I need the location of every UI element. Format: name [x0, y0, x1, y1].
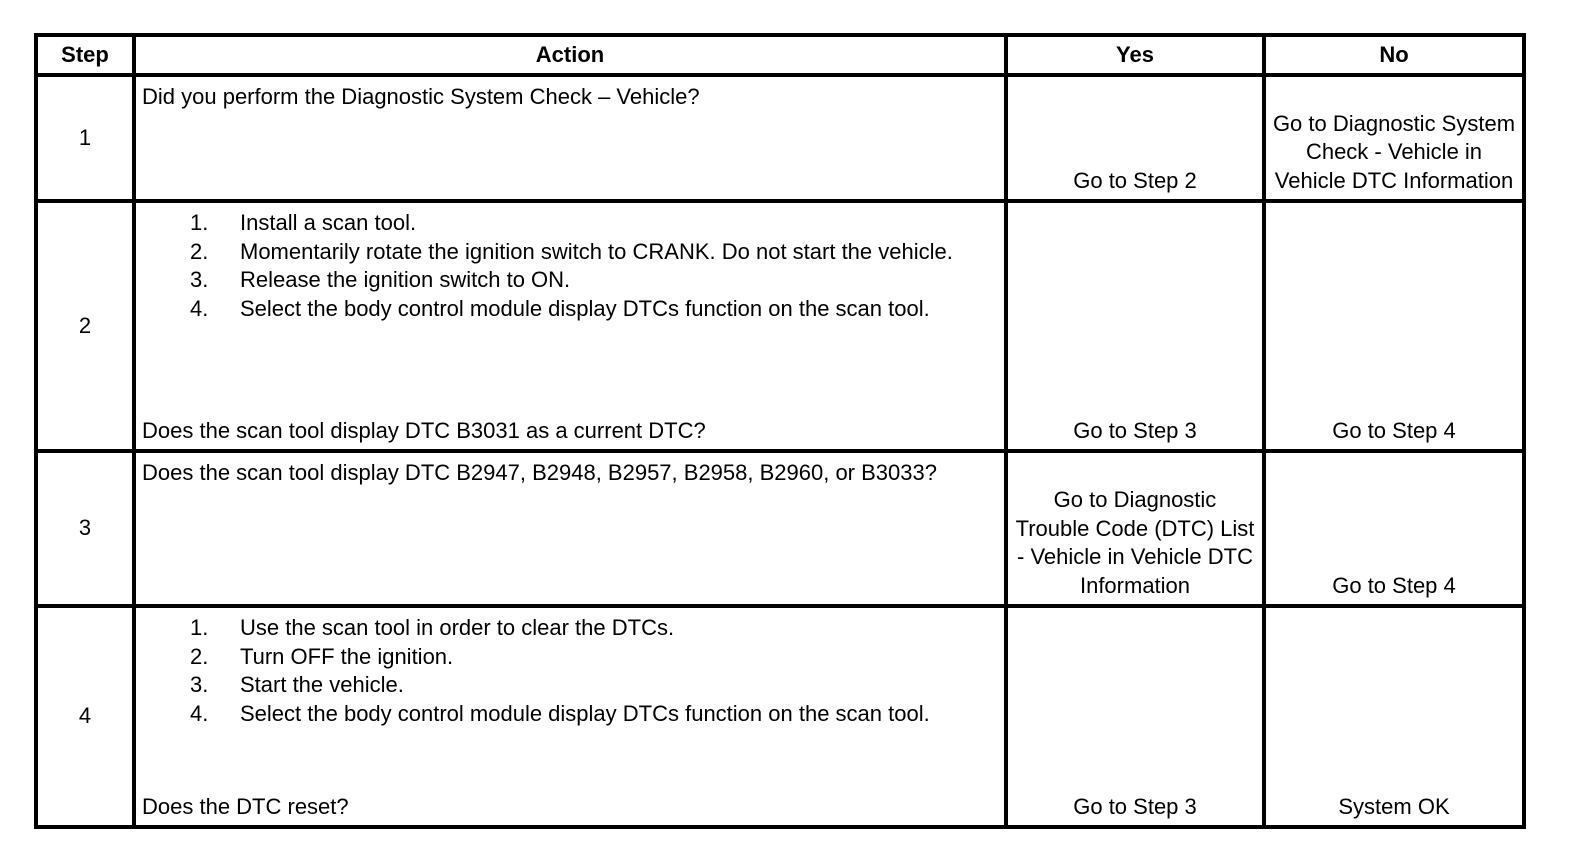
- list-item-number: 2.: [190, 643, 209, 669]
- list-item: [190, 700, 998, 729]
- no-outcome: Go to Diagnostic System Check - Vehicle in Vehicle DTC Information: [1264, 75, 1524, 201]
- list-item-number: 2.: [190, 238, 209, 264]
- list-item: [190, 209, 998, 238]
- no-outcome: System OK: [1264, 606, 1524, 827]
- list-item: [190, 295, 998, 324]
- yes-outcome: Go to Diagnostic Trouble Code (DTC) List - Vehicle in Vehicle DTC Information: [1006, 451, 1264, 606]
- table-row: [36, 201, 1524, 451]
- procedure-list: [142, 209, 998, 323]
- action-question: Does the scan tool display DTC B2947, B2948, B2957, B2958, B2960, or B3033?: [142, 460, 937, 485]
- procedure-list: [142, 614, 998, 728]
- table-body: [36, 75, 1524, 827]
- no-outcome: Go to Step 4: [1264, 451, 1524, 606]
- diagnostic-table: [34, 33, 1526, 829]
- list-item-text: Install a scan tool.: [240, 210, 417, 235]
- header-yes: Yes: [1006, 35, 1264, 75]
- no-outcome: Go to Step 4: [1264, 201, 1524, 451]
- action-question: Does the scan tool display DTC B3031 as a current DTC?: [142, 417, 706, 443]
- table-row: [36, 75, 1524, 201]
- list-item-number: 4.: [190, 700, 209, 726]
- list-item-number: 1.: [190, 210, 209, 235]
- list-item: [190, 266, 998, 295]
- header-no: No: [1264, 35, 1524, 75]
- action-cell: [134, 606, 1006, 827]
- action-question: Did you perform the Diagnostic System Check – Vehicle?: [142, 84, 700, 109]
- list-item-number: 3.: [190, 672, 209, 697]
- step-number: 4: [36, 606, 134, 827]
- header-action: Action: [134, 35, 1006, 75]
- header-row: [36, 35, 1524, 75]
- table-row: [36, 451, 1524, 606]
- list-item-text: Start the vehicle.: [240, 672, 404, 697]
- list-item-text: Release the ignition switch to ON.: [240, 267, 571, 292]
- yes-outcome: Go to Step 2: [1006, 75, 1264, 201]
- list-item-text: Select the body control module display DTCs function on the scan tool.: [240, 295, 930, 321]
- list-item-number: 4.: [190, 295, 209, 321]
- yes-outcome: Go to Step 3: [1006, 201, 1264, 451]
- list-item: [190, 643, 998, 672]
- action-cell: [134, 201, 1006, 451]
- table-header: [36, 35, 1524, 75]
- list-item-number: 3.: [190, 267, 209, 292]
- list-item: [190, 614, 998, 643]
- list-item-text: Select the body control module display DTCs function on the scan tool.: [240, 700, 930, 726]
- action-cell: [134, 451, 1006, 606]
- yes-outcome: Go to Step 3: [1006, 606, 1264, 827]
- list-item-number: 1.: [190, 615, 209, 640]
- list-item: [190, 671, 998, 700]
- step-number: 2: [36, 201, 134, 451]
- list-item: [190, 238, 998, 267]
- table-row: [36, 606, 1524, 827]
- step-number: 3: [36, 451, 134, 606]
- list-item-text: Turn OFF the ignition.: [240, 643, 454, 669]
- action-cell: [134, 75, 1006, 201]
- list-item-text: Use the scan tool in order to clear the DTCs.: [240, 615, 675, 640]
- step-number: 1: [36, 75, 134, 201]
- header-step: Step: [36, 35, 134, 75]
- list-item-text: Momentarily rotate the ignition switch to CRANK. Do not start the vehicle.: [240, 238, 953, 264]
- action-question: Does the DTC reset?: [142, 793, 349, 819]
